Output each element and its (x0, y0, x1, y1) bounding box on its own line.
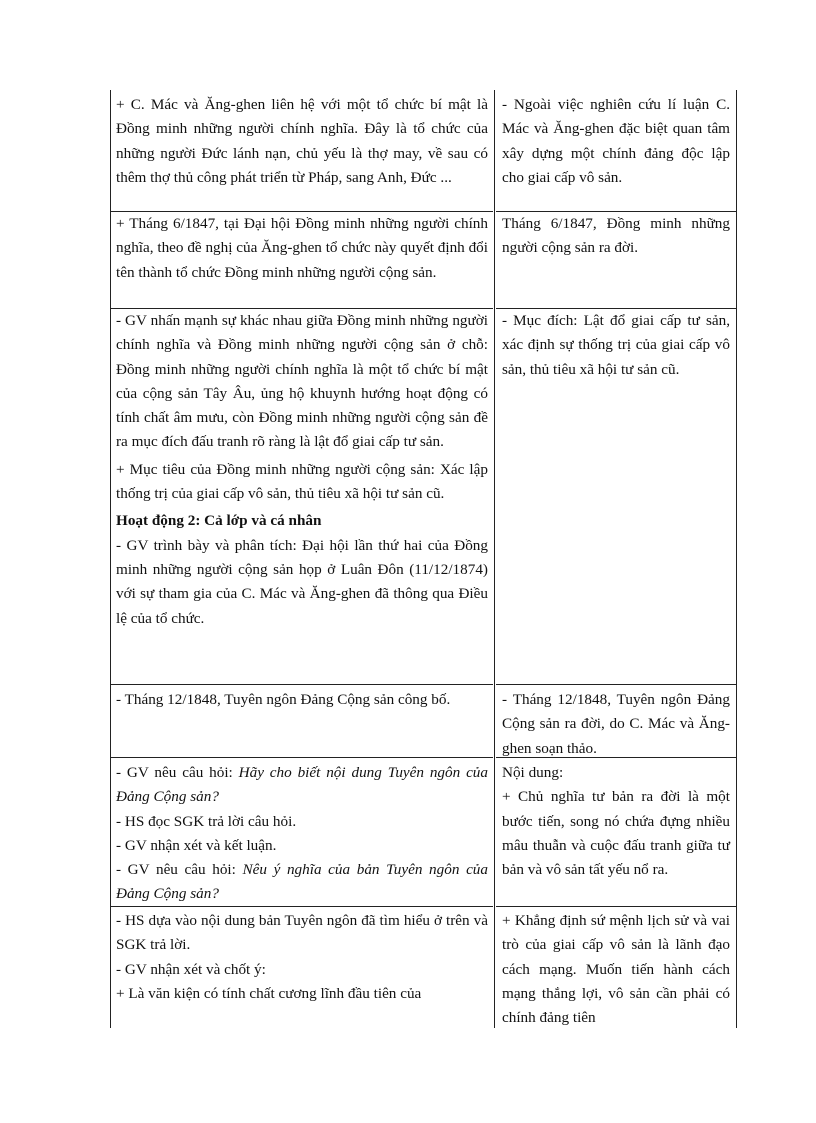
right-cell-6 (502, 909, 730, 1030)
paragraph: - GV nhấn mạnh sự khác nhau giữa Đồng minh những người chính nghĩa và Đồng minh những người cộng sản ở chỗ: Đồng minh những người chính nghĩa là một tổ chức bí mật của cộng sản Tây Âu, ủng hộ khuynh hướng hoạt động có tính chất âm mưu, còn Đồng minh những người cộng sản đề ra mục đích đấu tranh rõ ràng là lật đổ giai cấp tư sản. (116, 312, 488, 451)
paragraph: + Chủ nghĩa tư bản ra đời là một bước tiến, song nó chứa đựng nhiều mâu thuẫn và cuộc đấu tranh giữa tư bản và vô sản tất yếu nổ ra. (502, 788, 730, 879)
question-1 (116, 761, 488, 810)
right-cell-2 (502, 212, 730, 261)
right-cell-5 (502, 761, 730, 882)
left-cell-4 (116, 688, 488, 712)
left-cell-2 (116, 212, 488, 285)
row-divider (496, 906, 736, 907)
right-cell-4 (502, 688, 730, 761)
table-border-left (110, 90, 111, 1028)
paragraph: - HS đọc SGK trả lời câu hỏi. (116, 812, 297, 830)
row-divider (110, 757, 493, 758)
paragraph: - Ngoài việc nghiên cứu lí luận C. Mác và Ăng-ghen đặc biệt quan tâm xây dựng một chính đảng độc lập cho giai cấp vô sản. (502, 96, 730, 186)
row-divider (496, 684, 736, 685)
paragraph: + C. Mác và Ăng-ghen liên hệ với một tổ chức bí mật là Đồng minh những người chính nghĩa. Đây là tổ chức của những người Đức lánh nạn, chủ yếu là thợ may, về sau có thêm thợ thủ công phát triển từ Pháp, sang Anh, Đức ... (116, 96, 488, 186)
left-cell-1 (116, 93, 488, 190)
paragraph: - Tháng 12/1848, Tuyên ngôn Đảng Cộng sản ra đời, do C. Mác và Ăng-ghen soạn thảo. (502, 691, 730, 757)
row-divider (110, 684, 493, 685)
question-text: Nêu ý nghĩa của bản Tuyên ngôn của Đảng Cộng sản? (116, 861, 488, 903)
paragraph: - GV trình bày và phân tích: Đại hội lần thứ hai của Đồng minh những người cộng sản họp ở Luân Đôn (11/12/1874) với sự tham gia của C. Mác và Ăng-ghen đã thông qua Điều lệ của tổ chức. (116, 536, 488, 627)
paragraph: - GV nhận xét và chốt ý: (116, 960, 266, 978)
paragraph: Nội dung: (502, 764, 564, 781)
table-border-middle (494, 90, 495, 1028)
question-prefix: - GV nêu câu hỏi: (116, 861, 243, 879)
paragraph: - GV nhận xét và kết luận. (116, 836, 277, 854)
left-cell-3 (116, 309, 488, 631)
question-2 (116, 858, 488, 907)
paragraph: - Mục đích: Lật đổ giai cấp tư sản, xác định sự thống trị của giai cấp vô sản, thủ tiêu xã hội tư sản cũ. (502, 312, 730, 378)
left-cell-5 (116, 761, 488, 907)
paragraph: + Mục tiêu của Đồng minh những người cộng sản: Xác lập thống trị của giai cấp vô sản, thủ tiêu xã hội tư sản cũ. (116, 460, 488, 503)
right-cell-3 (502, 309, 730, 382)
left-cell-6 (116, 909, 488, 1006)
paragraph: + Khẳng định sứ mệnh lịch sử và vai trò của giai cấp vô sản là lãnh đạo cách mạng. Muốn tiến hành cách mạng thắng lợi, vô sản cần phải có chính đảng tiên (502, 912, 730, 1027)
question-text: Hãy cho biết nội dung Tuyên ngôn của Đảng Cộng sản? (116, 764, 488, 806)
question-prefix: - GV nêu câu hỏi: (116, 764, 239, 781)
paragraph: - Tháng 12/1848, Tuyên ngôn Đảng Cộng sản công bố. (116, 691, 451, 708)
table-border-right (736, 90, 737, 1028)
paragraph: - HS dựa vào nội dung bản Tuyên ngôn đã tìm hiểu ở trên và SGK trả lời. (116, 912, 488, 954)
paragraph: Tháng 6/1847, Đồng minh những người cộng sản ra đời. (502, 215, 730, 257)
paragraph: + Là văn kiện có tính chất cương lĩnh đầu tiên của (116, 984, 422, 1002)
section-heading: Hoạt động 2: Cả lớp và cá nhân (116, 512, 322, 530)
paragraph: + Tháng 6/1847, tại Đại hội Đồng minh những người chính nghĩa, theo đề nghị của Ăng-ghen tổ chức này quyết định đổi tên thành tổ chức Đồng minh những người cộng sản. (116, 215, 488, 281)
right-cell-1 (502, 93, 730, 190)
